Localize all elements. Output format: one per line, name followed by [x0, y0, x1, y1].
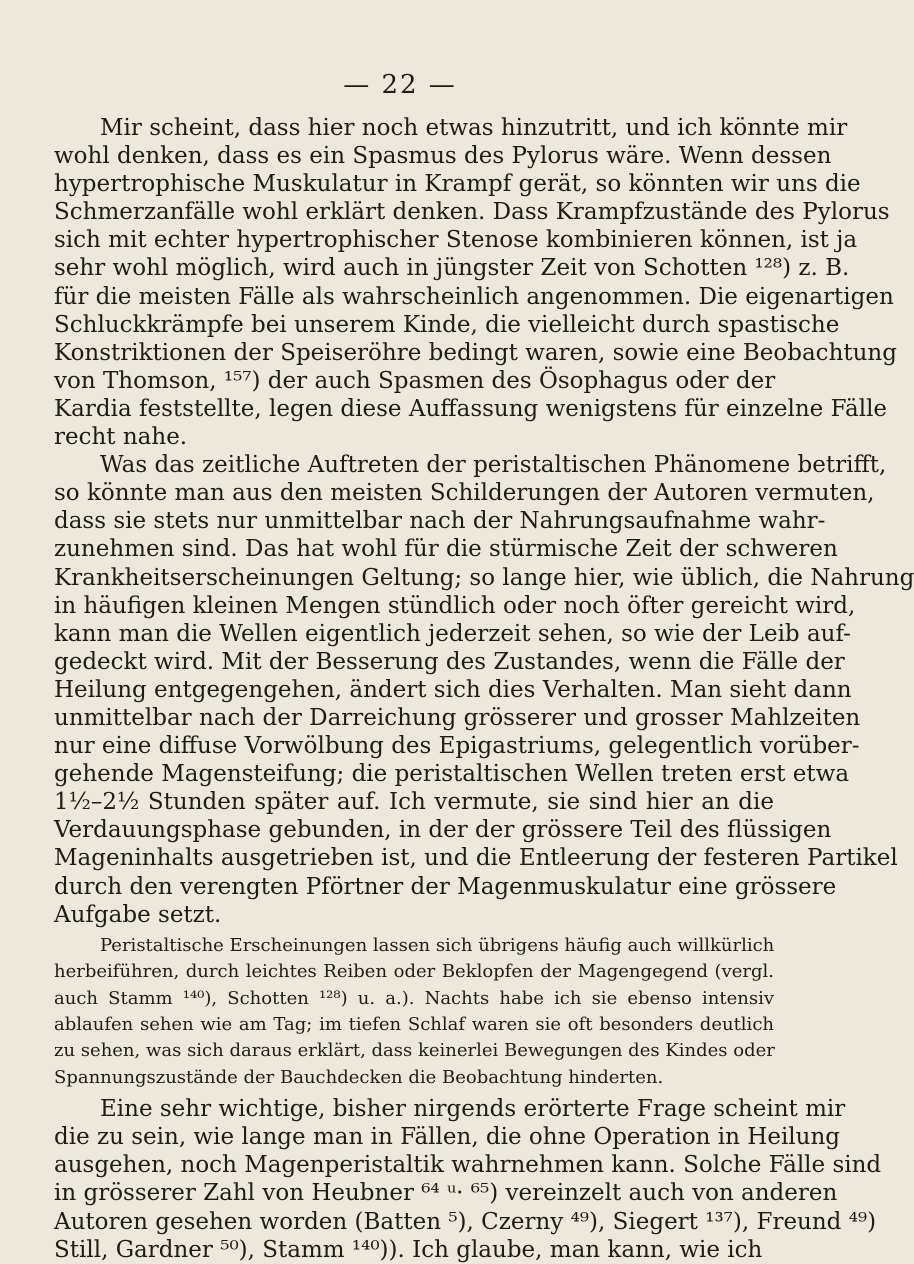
text-line: Autoren gesehen worden (Batten ⁵), Czerny ⁴⁹), Siegert ¹³⁷), Freund ⁴⁹): [54, 1208, 877, 1235]
text-line: zu sehen, was sich daraus erklärt, dass keinerlei Bewegungen des Kindes oder: [54, 1040, 775, 1062]
text-line: Aufgabe setzt.: [54, 901, 222, 928]
text-line: Verdauungsphase gebunden, in der der grössere Teil des flüssigen: [54, 817, 832, 844]
text-line: Mageninhalts ausgetrieben ist, und die Entleerung der festeren Partikel: [54, 845, 898, 872]
text-line: ausgehen, noch Magenperistaltik wahrnehmen kann. Solche Fälle sind: [54, 1152, 882, 1179]
page-number: — 22 —: [343, 70, 457, 100]
text-line: wohl denken, dass es ein Spasmus des Pylorus wäre. Wenn dessen: [54, 143, 832, 170]
text-line: sich mit echter hypertrophischer Stenose kombinieren können, ist ja: [54, 227, 858, 254]
text-body: [54, 114, 914, 1264]
text-line: gehende Magensteifung; die peristaltischen Wellen treten erst etwa: [54, 761, 850, 788]
text-line: die zu sein, wie lange man in Fällen, die ohne Operation in Heilung: [54, 1124, 841, 1151]
text-line: Krankheitserscheinungen Geltung; so lange hier, wie üblich, die Nahrung: [54, 564, 914, 591]
text-line: gedeckt wird. Mit der Besserung des Zustandes, wenn die Fälle der: [54, 648, 845, 675]
paragraph-p2: [54, 451, 914, 929]
text-line: durch den verengten Pförtner der Magenmuskulatur eine grössere: [54, 873, 837, 900]
text-line: sehr wohl möglich, wird auch in jüngster Zeit von Schotten ¹²⁸) z. B.: [54, 255, 850, 282]
paragraph-p4: [54, 1095, 882, 1264]
text-line: zunehmen sind. Das hat wohl für die stürmische Zeit der schweren: [54, 536, 838, 563]
text-line: 1½–2½ Stunden später auf. Ich vermute, sie sind hier an die: [54, 789, 774, 816]
text-line: ablaufen sehen wie am Tag; im tiefen Schlaf waren sie oft besonders deutlich: [54, 1013, 774, 1035]
text-line: in grösserer Zahl von Heubner ⁶⁴ ᵘ· ⁶⁵) vereinzelt auch von anderen: [54, 1180, 838, 1207]
text-line: Heilung entgegengehen, ändert sich dies Verhalten. Man sieht dann: [54, 676, 852, 703]
text-line: auch Stamm ¹⁴⁰), Schotten ¹²⁸) u. a.). Nachts habe ich sie ebenso intensiv: [54, 987, 774, 1009]
text-line: recht nahe.: [54, 424, 188, 451]
text-line: Kardia feststellte, legen diese Auffassung wenigstens für einzelne Fälle: [54, 395, 888, 422]
text-line: von Thomson, ¹⁵⁷) der auch Spasmen des Ösophagus oder der: [54, 367, 776, 394]
paragraph-p3: [54, 933, 774, 1091]
text-line: herbeiführen, durch leichtes Reiben oder Beklopfen der Magengegend (vergl.: [54, 961, 774, 983]
text-line: unmittelbar nach der Darreichung grösserer und grosser Mahlzeiten: [54, 704, 861, 731]
text-line: Peristaltische Erscheinungen lassen sich übrigens häufig auch willkürlich: [100, 934, 775, 956]
paragraph-p1: [54, 114, 897, 451]
text-line: Schluckkrämpfe bei unserem Kinde, die vielleicht durch spastische: [54, 311, 840, 338]
text-line: Mir scheint, dass hier noch etwas hinzutritt, und ich könnte mir: [100, 115, 848, 141]
text-line: Was das zeitliche Auftreten der peristaltischen Phänomene betrifft,: [100, 452, 887, 479]
text-line: Konstriktionen der Speiseröhre bedingt waren, sowie eine Beobachtung: [54, 339, 897, 366]
text-line: Schmerzanfälle wohl erklärt denken. Dass Krampfzustände des Pylorus: [54, 199, 890, 226]
text-line: so könnte man aus den meisten Schilderungen der Autoren vermuten,: [54, 480, 875, 507]
text-line: kann man die Wellen eigentlich jederzeit sehen, so wie der Leib auf-: [54, 620, 851, 647]
text-line: für die meisten Fälle als wahrscheinlich angenommen. Die eigenartigen: [54, 283, 894, 310]
text-line: Eine sehr wichtige, bisher nirgends erörterte Frage scheint mir: [100, 1096, 846, 1123]
text-line: Still, Gardner ⁵⁰), Stamm ¹⁴⁰)). Ich glaube, man kann, wie ich: [54, 1236, 763, 1263]
text-line: Spannungszustände der Bauchdecken die Beobachtung hinderten.: [54, 1066, 664, 1088]
text-line: hypertrophische Muskulatur in Krampf gerät, so könnten wir uns die: [54, 171, 861, 198]
text-line: in häufigen kleinen Mengen stündlich oder noch öfter gereicht wird,: [54, 592, 856, 619]
text-line: dass sie stets nur unmittelbar nach der Nahrungsaufnahme wahr-: [54, 508, 826, 535]
text-line: nur eine diffuse Vorwölbung des Epigastriums, gelegentlich vorüber-: [54, 733, 860, 760]
